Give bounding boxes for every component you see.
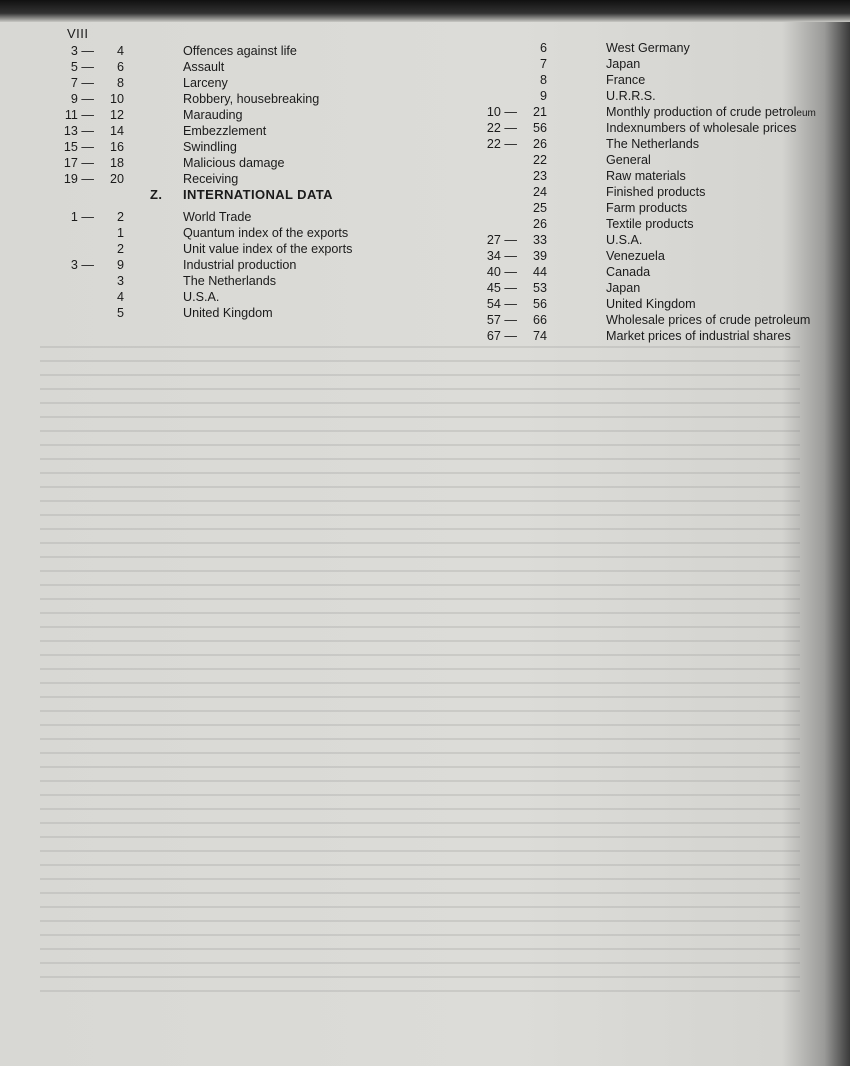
table-range-end	[523, 248, 547, 264]
entry-title-text: Robbery, housebreaking	[183, 92, 320, 106]
table-range-start	[50, 225, 94, 241]
table-range-end-text: 8	[539, 73, 547, 87]
table-range-end-text: 24	[532, 185, 547, 199]
table-range-end-text: 4	[116, 290, 124, 304]
entry-title	[606, 168, 686, 184]
table-range-end-text: 10	[109, 92, 124, 106]
table-range-end-text: 6	[116, 60, 124, 74]
entry-title-text: Japan	[606, 281, 641, 295]
table-range-end-text: 22	[532, 153, 547, 167]
table-range-start	[50, 43, 94, 59]
table-range-end-text: 23	[532, 169, 547, 183]
table-range-end-text: 20	[109, 172, 124, 186]
table-range-start	[473, 152, 517, 168]
entry-title	[183, 225, 348, 241]
entry-title-text: Malicious damage	[183, 156, 285, 170]
table-range-start	[473, 200, 517, 216]
table-range-start-text: 67 —	[486, 329, 517, 343]
table-range-start-text: 45 —	[486, 281, 517, 295]
entry-title-text: United Kingdom	[606, 297, 696, 311]
entry-title-text: Textile products	[606, 217, 694, 231]
entry-title-text: U.S.A.	[606, 233, 643, 247]
table-range-start	[50, 273, 94, 289]
entry-title-text: Finished products	[606, 185, 706, 199]
entry-title-text: The Netherlands	[606, 137, 700, 151]
entry-title	[183, 59, 224, 75]
entry-title-text: Swindling	[183, 140, 237, 154]
table-range-end	[100, 59, 124, 75]
table-range-end	[523, 136, 547, 152]
entry-title	[606, 104, 816, 120]
table-range-end	[100, 225, 124, 241]
entry-title	[606, 312, 810, 328]
table-range-start	[50, 209, 94, 225]
table-range-start	[473, 72, 517, 88]
entry-title	[183, 241, 352, 257]
table-range-end-text: 16	[109, 140, 124, 154]
table-range-end	[100, 257, 124, 273]
table-range-end-text: 5	[116, 306, 124, 320]
table-range-start-text: 10 —	[486, 105, 517, 119]
table-range-start	[473, 216, 517, 232]
table-range-end	[523, 168, 547, 184]
entry-title	[606, 216, 694, 232]
entry-title-text: Receiving	[183, 172, 239, 186]
entry-title-text: France	[606, 73, 646, 87]
table-range-end-text: 25	[532, 201, 547, 215]
table-range-start	[473, 40, 517, 56]
table-range-end-text: 6	[539, 41, 547, 55]
entry-title-text: Japan	[606, 57, 641, 71]
table-range-end-text: 56	[532, 297, 547, 311]
show-through-text	[40, 340, 800, 1000]
entry-title	[606, 264, 650, 280]
table-range-end	[523, 88, 547, 104]
table-range-start-text: 3 —	[70, 44, 94, 58]
table-range-start-text: 34 —	[486, 249, 517, 263]
table-range-start	[473, 56, 517, 72]
table-range-start-text: 27 —	[486, 233, 517, 247]
table-range-end	[523, 200, 547, 216]
table-range-start	[50, 75, 94, 91]
entry-title-text: Offences against life	[183, 44, 297, 58]
table-range-end	[100, 209, 124, 225]
table-range-end-text: 4	[116, 44, 124, 58]
table-range-end-text: 1	[116, 226, 124, 240]
table-range-end	[523, 264, 547, 280]
entry-title	[606, 184, 705, 200]
table-range-end-text: 56	[532, 121, 547, 135]
table-range-start	[473, 88, 517, 104]
entry-title	[606, 72, 645, 88]
table-range-end	[523, 40, 547, 56]
table-range-end	[523, 216, 547, 232]
entry-title	[183, 91, 319, 107]
entry-title-text: Raw materials	[606, 169, 686, 183]
table-range-start	[473, 328, 517, 344]
entry-title	[606, 152, 651, 168]
table-range-start-text: 40 —	[486, 265, 517, 279]
table-range-end	[523, 56, 547, 72]
table-range-start-text: 15 —	[63, 140, 94, 154]
entry-title	[183, 75, 228, 91]
table-range-start-text: 7 —	[70, 76, 94, 90]
section-letter: Z.	[150, 187, 163, 202]
entry-title-text: U.S.A.	[183, 290, 220, 304]
table-range-start	[50, 59, 94, 75]
entry-title	[606, 280, 640, 296]
table-range-end-text: 14	[109, 124, 124, 138]
entry-title-text: World Trade	[183, 210, 252, 224]
section-title: INTERNATIONAL DATA	[183, 187, 333, 202]
table-range-start	[473, 296, 517, 312]
entry-title-text: Canada	[606, 265, 651, 279]
table-range-start	[50, 171, 94, 187]
table-range-end-text: 26	[532, 217, 547, 231]
entry-title-text: Indexnumbers of wholesale prices	[606, 121, 797, 135]
entry-title	[606, 40, 690, 56]
entry-title	[183, 155, 285, 171]
table-range-end	[100, 171, 124, 187]
entry-title	[606, 56, 640, 72]
entry-title	[183, 305, 273, 321]
table-range-end-text: 8	[116, 76, 124, 90]
table-range-end	[100, 289, 124, 305]
table-range-end-text: 26	[532, 137, 547, 151]
table-range-end	[100, 123, 124, 139]
table-range-start	[473, 120, 517, 136]
entry-title-text: U.R.R.S.	[606, 89, 656, 103]
entry-title-text: General	[606, 153, 651, 167]
entry-title	[183, 171, 238, 187]
entry-title	[183, 139, 237, 155]
entry-title-text: Quantum index of the exports	[183, 226, 349, 240]
table-range-start-text: 19 —	[63, 172, 94, 186]
entry-title-text: Unit value index of the exports	[183, 242, 353, 256]
table-range-end	[523, 232, 547, 248]
table-range-end	[523, 328, 547, 344]
scan-top-edge	[0, 0, 850, 22]
table-range-end-text: 9	[116, 258, 124, 272]
table-range-end-text: 39	[532, 249, 547, 263]
table-range-end	[100, 43, 124, 59]
table-range-end-text: 2	[116, 242, 124, 256]
entry-title-text: Market prices of industrial shares	[606, 329, 791, 343]
table-range-start	[473, 168, 517, 184]
entry-title-text: West Germany	[606, 41, 690, 55]
table-range-end-text: 53	[532, 281, 547, 295]
table-range-end	[100, 139, 124, 155]
table-range-end-text: 3	[116, 274, 124, 288]
table-range-start	[473, 104, 517, 120]
entry-title	[183, 107, 243, 123]
table-range-end-text: 9	[539, 89, 547, 103]
table-range-start	[473, 184, 517, 200]
table-range-end	[523, 152, 547, 168]
table-range-end	[100, 107, 124, 123]
table-range-start-text: 1 —	[70, 210, 94, 224]
table-range-start	[50, 289, 94, 305]
entry-title-text: Embezzlement	[183, 124, 267, 138]
table-range-start	[50, 305, 94, 321]
table-range-end	[523, 184, 547, 200]
entry-title	[183, 273, 276, 289]
entry-title	[183, 209, 251, 225]
entry-title-text: The Netherlands	[183, 274, 277, 288]
table-range-end-text: 18	[109, 156, 124, 170]
table-range-end-text: 7	[539, 57, 547, 71]
entry-title-text: Larceny	[183, 76, 228, 90]
table-range-start	[473, 280, 517, 296]
table-range-end	[523, 120, 547, 136]
entry-title-text: Farm products	[606, 201, 688, 215]
entry-title-text: Industrial production	[183, 258, 297, 272]
entry-title	[183, 123, 266, 139]
table-range-start	[473, 136, 517, 152]
table-range-end-text: 44	[532, 265, 547, 279]
table-range-end-text: 33	[532, 233, 547, 247]
table-range-end	[100, 241, 124, 257]
table-range-end	[523, 72, 547, 88]
table-range-end	[100, 305, 124, 321]
table-range-start	[50, 155, 94, 171]
entry-title-text: Assault	[183, 60, 225, 74]
entry-title	[183, 289, 219, 305]
table-range-end-text: 12	[109, 108, 124, 122]
table-range-start-text: 17 —	[63, 156, 94, 170]
entry-title	[183, 43, 297, 59]
table-range-end-text: 2	[116, 210, 124, 224]
table-range-start	[473, 232, 517, 248]
table-range-start-text: 57 —	[486, 313, 517, 327]
entry-title	[606, 200, 687, 216]
entry-title	[606, 120, 796, 136]
table-range-start-text: 22 —	[486, 137, 517, 151]
entry-title	[606, 88, 656, 104]
table-range-start-text: 22 —	[486, 121, 517, 135]
table-range-end	[100, 75, 124, 91]
table-range-end	[523, 104, 547, 120]
page-number: VIII	[67, 26, 89, 41]
entry-title	[606, 328, 791, 344]
table-range-start	[50, 257, 94, 273]
table-range-start-text: 13 —	[63, 124, 94, 138]
table-range-start	[50, 91, 94, 107]
table-range-end-text: 21	[532, 105, 547, 119]
table-range-start	[50, 139, 94, 155]
entry-title-text: United Kingdom	[183, 306, 273, 320]
table-range-start	[473, 264, 517, 280]
table-range-start	[473, 312, 517, 328]
table-range-start	[50, 123, 94, 139]
table-range-end-text: 66	[532, 313, 547, 327]
entry-title	[606, 248, 665, 264]
table-range-start	[50, 241, 94, 257]
entry-title-text: Venezuela	[606, 249, 665, 263]
entry-title	[606, 296, 696, 312]
entry-title	[606, 136, 699, 152]
table-range-start-text: 9 —	[70, 92, 94, 106]
entry-title-text: Marauding	[183, 108, 243, 122]
table-range-end	[100, 273, 124, 289]
table-range-end	[523, 312, 547, 328]
entry-title	[183, 257, 296, 273]
table-range-end	[100, 155, 124, 171]
table-range-start	[473, 248, 517, 264]
table-range-start-text: 11 —	[64, 108, 94, 122]
entry-title-text: Wholesale prices of crude petroleum	[606, 313, 811, 327]
table-range-start-text: 5 —	[70, 60, 94, 74]
table-range-start-text: 3 —	[70, 258, 94, 272]
entry-title	[606, 232, 642, 248]
table-range-end	[523, 296, 547, 312]
table-range-end	[523, 280, 547, 296]
entry-title-tail: eum	[796, 108, 816, 119]
table-range-start-text: 54 —	[486, 297, 517, 311]
entry-title-text: Monthly production of crude petrol	[606, 105, 797, 119]
table-range-end	[100, 91, 124, 107]
table-range-end-text: 74	[532, 329, 547, 343]
table-range-start	[50, 107, 94, 123]
